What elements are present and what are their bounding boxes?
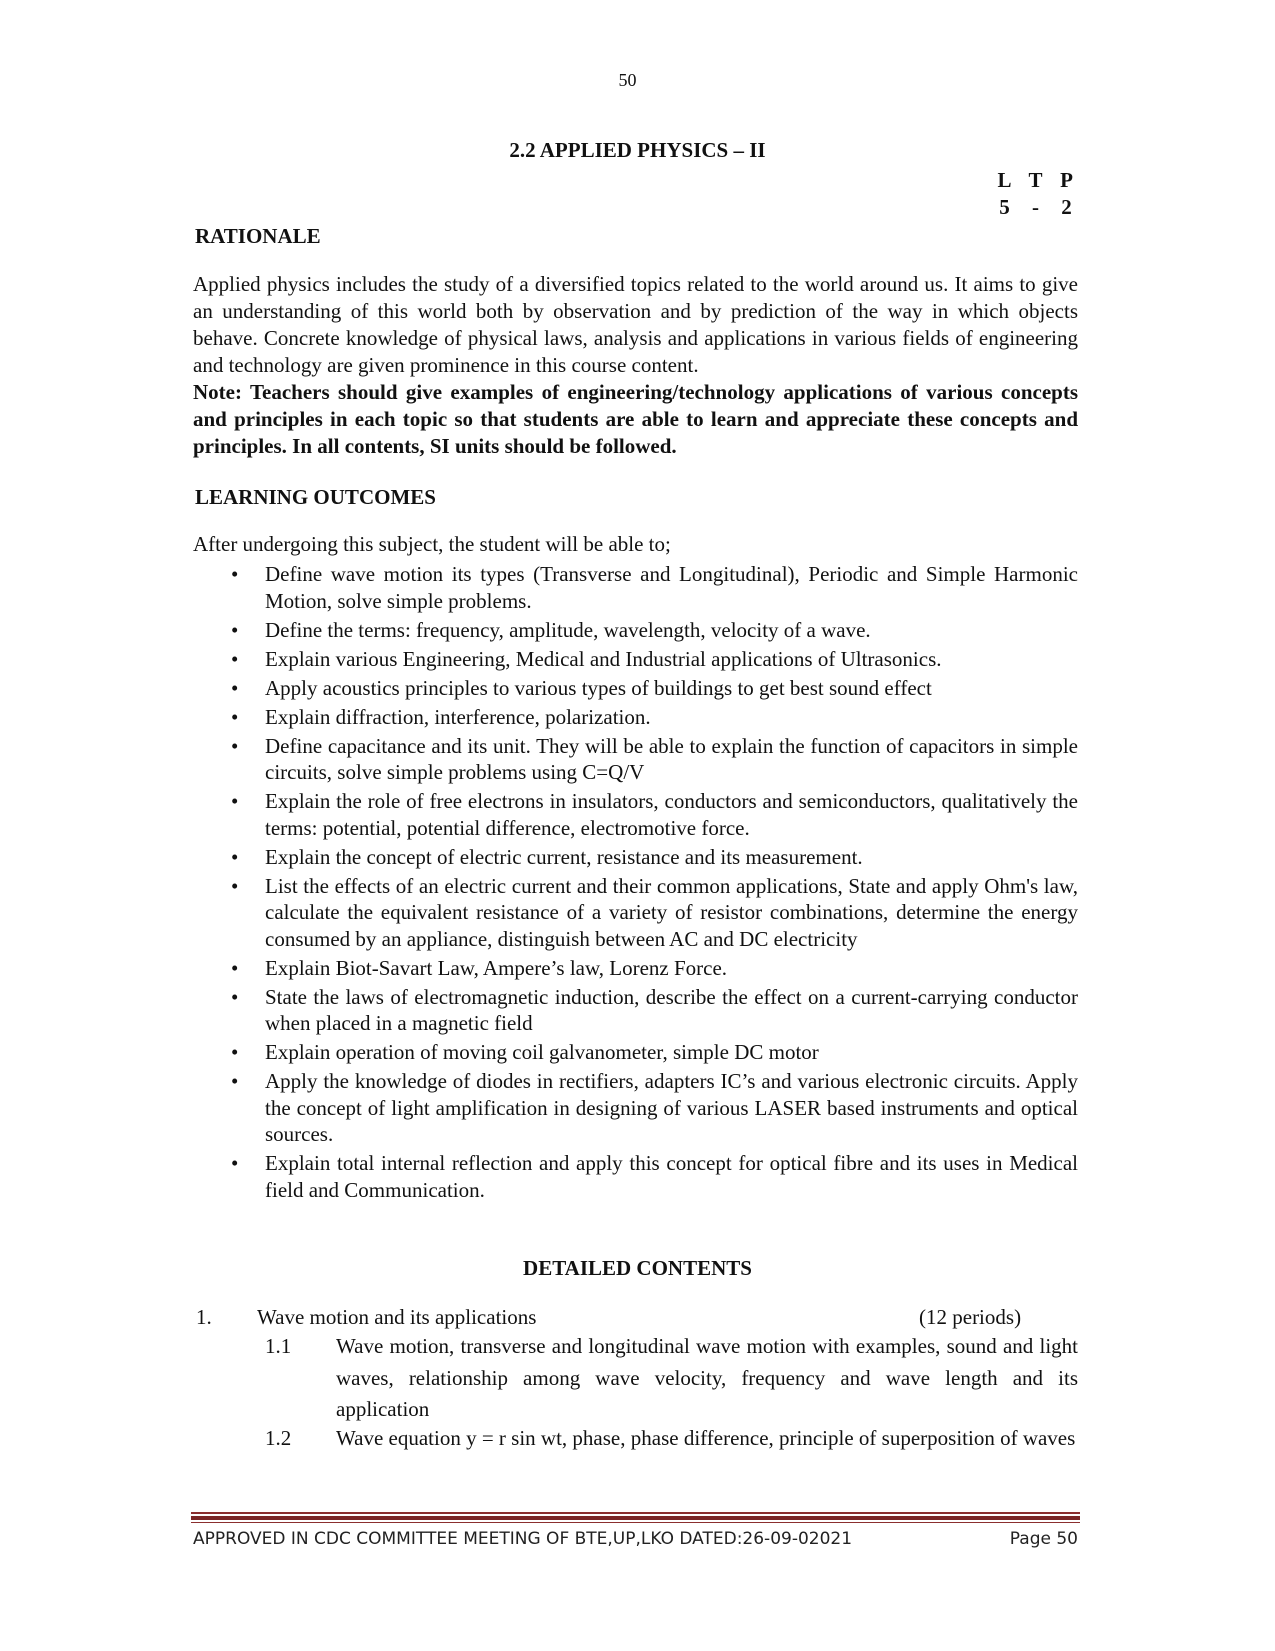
learning-outcome-text: Apply the knowledge of diodes in rectifiers, adapters IC’s and various electronic circuits. Apply the concept of light amplification in designing of various LASER based instruments and optical sources. <box>265 1069 1078 1146</box>
ltp-table <box>989 167 1082 221</box>
learning-outcome-item <box>193 984 1078 1037</box>
bullet-icon: • <box>231 844 239 869</box>
learning-outcome-item <box>193 617 1078 644</box>
learning-outcome-item <box>193 844 1078 871</box>
subtopic-number: 1.1 <box>265 1334 292 1358</box>
learning-outcome-text: Define wave motion its types (Transverse and Longitudinal), Periodic and Simple Harmonic Motion, solve simple problems. <box>265 562 1078 613</box>
unit-periods: (12 periods) <box>919 1305 1022 1329</box>
ltp-header-t: T <box>1028 168 1043 192</box>
bullet-icon: • <box>231 562 239 586</box>
learning-outcome-item <box>193 733 1078 786</box>
learning-outcome-item <box>193 955 1078 982</box>
learning-outcome-text: State the laws of electromagnetic induction, describe the effect on a current-carrying conductor when placed in a magnetic field <box>265 984 1078 1035</box>
bullet-icon: • <box>231 955 239 980</box>
bullet-icon: • <box>231 675 239 700</box>
bullet-icon: • <box>231 789 239 813</box>
learning-outcome-text: Define the terms: frequency, amplitude, wavelength, velocity of a wave. <box>265 617 871 642</box>
learning-outcome-text: Apply acoustics principles to various types of buildings to get best sound effect <box>265 675 932 700</box>
learning-outcomes-list <box>193 561 1078 1206</box>
ltp-header-l: L <box>997 168 1012 192</box>
learning-outcome-text: List the effects of an electric current and their common applications, State and apply Ohm's law, calculate the equivalent resistance of a variety of resistor combinations, determine the energy consumed by an appliance, distinguish between AC and DC electricity <box>265 873 1078 951</box>
bullet-icon: • <box>231 873 239 898</box>
ltp-header-row <box>989 167 1082 194</box>
course-title: 2.2 APPLIED PHYSICS – II <box>509 138 766 162</box>
ltp-value-t: - <box>1032 195 1039 219</box>
learning-outcome-item <box>193 1039 1078 1066</box>
learning-outcome-item <box>193 561 1078 614</box>
learning-outcome-item <box>193 873 1078 953</box>
learning-outcome-text: Define capacitance and its unit. They will be able to explain the function of capacitors in simple circuits, solve simple problems using C=Q/V <box>265 733 1078 784</box>
bullet-icon: • <box>231 646 239 671</box>
ltp-value-p: 2 <box>1061 195 1072 219</box>
subtopic-1-1 <box>193 1331 1078 1426</box>
bullet-icon: • <box>231 1040 239 1064</box>
learning-outcome-text: Explain total internal reflection and apply this concept for optical fibre and its uses in Medical field and Communication. <box>265 1151 1078 1202</box>
bullet-icon: • <box>231 733 239 758</box>
ltp-header-p: P <box>1060 168 1073 192</box>
footer-page-number: Page 50 <box>1009 1529 1078 1549</box>
bullet-icon: • <box>231 1151 239 1175</box>
bullet-icon: • <box>231 617 239 642</box>
learning-outcome-text: Explain diffraction, interference, polarization. <box>265 704 651 729</box>
unit-name: Wave motion and its applications <box>257 1305 537 1329</box>
footer-rule <box>191 1512 1080 1523</box>
learning-outcome-item <box>193 646 1078 673</box>
rationale-text: Applied physics includes the study of a diversified topics related to the world around us. It aims to give an understanding of this world both by observation and by prediction of the way in which objects behave. Concrete knowledge of physical laws, analysis and applications in various fields of engineering and technology are given prominence in this course content. <box>193 272 1078 377</box>
detailed-contents-heading: DETAILED CONTENTS <box>523 1256 752 1280</box>
learning-outcomes-heading: LEARNING OUTCOMES <box>195 485 436 509</box>
learning-outcome-item <box>193 1068 1078 1148</box>
learning-outcome-item <box>193 788 1078 841</box>
learning-outcome-text: Explain operation of moving coil galvanometer, simple DC motor <box>265 1040 819 1064</box>
rationale-note: Note: Teachers should give examples of engineering/technology applications of various concepts and principles in each topic so that students are able to learn and appreciate these concepts and principles. In all contents, SI units should be followed. <box>193 380 1078 458</box>
subtopic-1-2 <box>193 1425 1078 1452</box>
rationale-section <box>193 271 1078 460</box>
bullet-icon: • <box>231 1069 239 1093</box>
ltp-value-row <box>989 194 1082 221</box>
footer-approval-text: APPROVED IN CDC COMMITTEE MEETING OF BTE,UP,LKO DATED:26-09-02021 <box>193 1529 853 1549</box>
learning-outcome-item <box>193 675 1078 702</box>
subtopic-text: Wave equation y = r sin wt, phase, phase difference, principle of superposition of waves <box>336 1426 1076 1450</box>
learning-outcome-text: Explain the role of free electrons in insulators, conductors and semiconductors, qualitatively the terms: potential, potential difference, electromotive force. <box>265 789 1078 840</box>
learning-outcome-text: Explain the concept of electric current, resistance and its measurement. <box>265 844 863 869</box>
learning-outcome-text: Explain various Engineering, Medical and Industrial applications of Ultrasonics. <box>265 646 942 671</box>
ltp-value-l: 5 <box>999 195 1010 219</box>
footer <box>193 1529 1078 1549</box>
rationale-heading: RATIONALE <box>195 224 321 248</box>
subtopic-text: Wave motion, transverse and longitudinal wave motion with examples, sound and light waves, relationship among wave velocity, frequency and wave length and its application <box>336 1334 1078 1421</box>
subtopic-number: 1.2 <box>265 1426 292 1450</box>
unit-number: 1. <box>196 1305 212 1329</box>
page-number-top: 50 <box>618 70 637 90</box>
learning-outcome-item <box>193 1150 1078 1203</box>
bullet-icon: • <box>231 984 239 1009</box>
learning-outcome-text: Explain Biot-Savart Law, Ampere’s law, Lorenz Force. <box>265 955 728 980</box>
learning-outcomes-intro: After undergoing this subject, the student will be able to; <box>193 532 671 556</box>
learning-outcome-item <box>193 704 1078 731</box>
bullet-icon: • <box>231 704 239 729</box>
